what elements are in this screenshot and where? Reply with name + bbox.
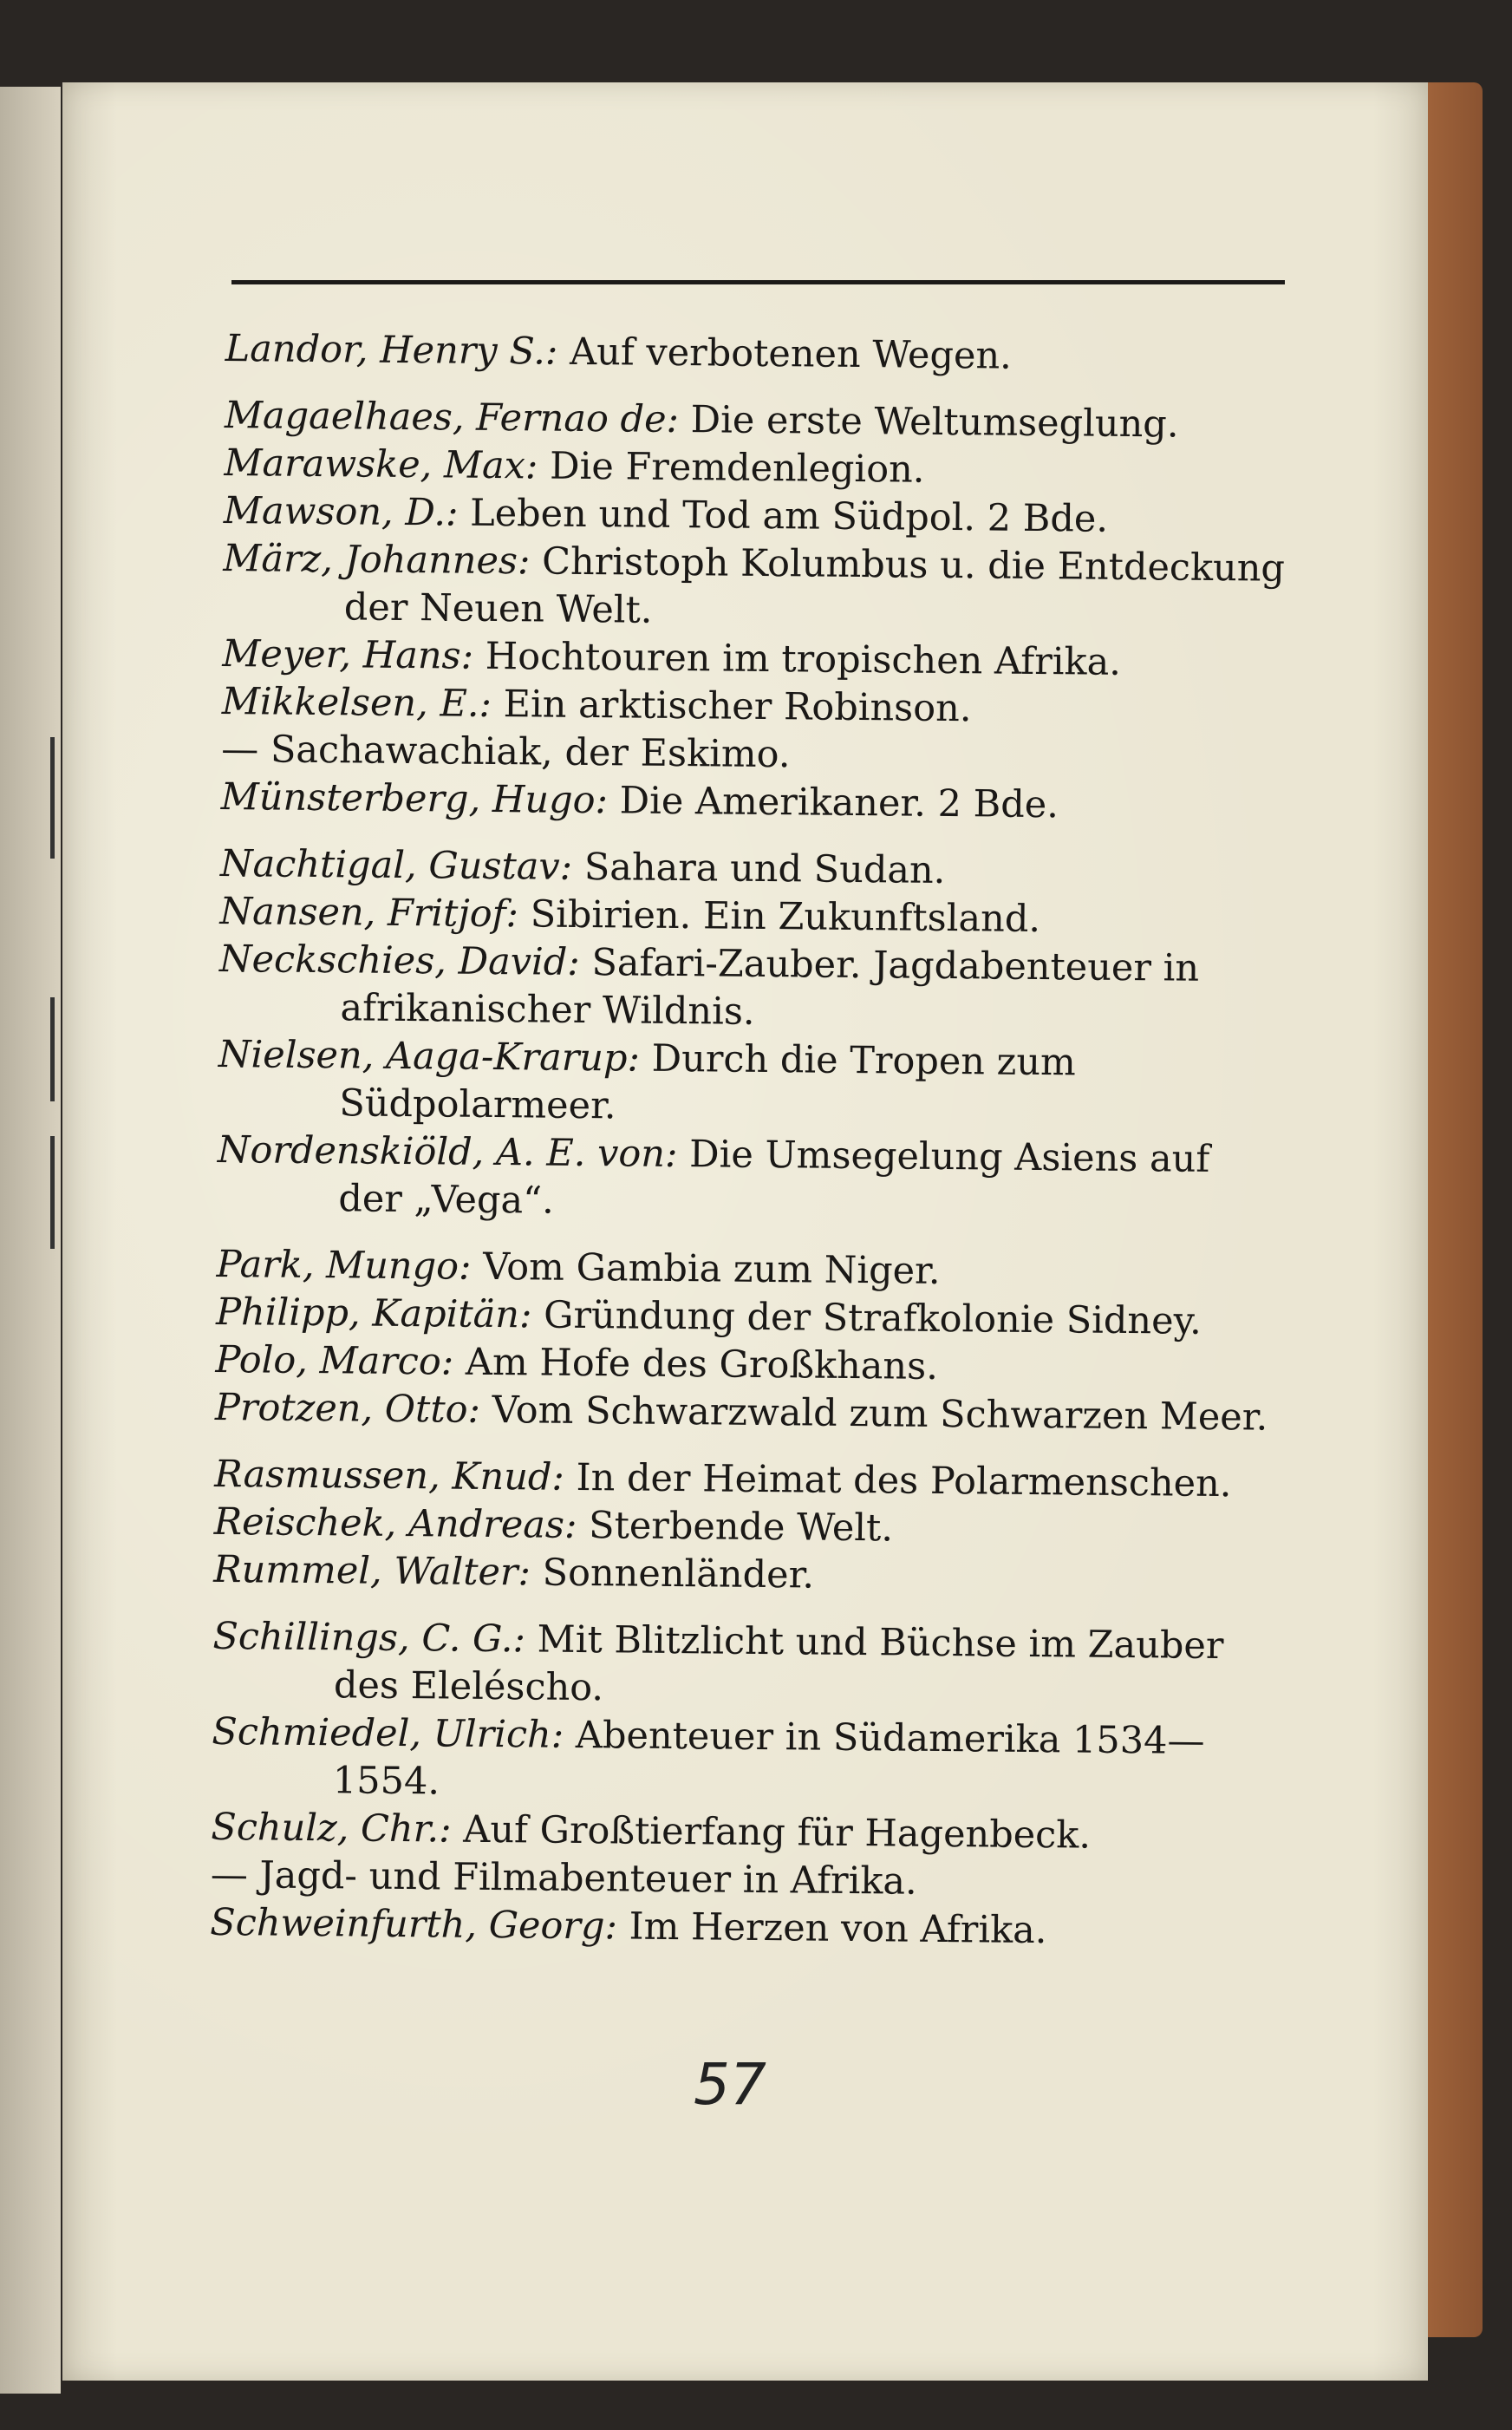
entry-author: Schillings, C. G.: (212, 1614, 526, 1662)
entry-title: Ein arktischer Robinson. (503, 683, 972, 731)
entry-title: Abenteuer in Südamerika 1534—1554. (332, 1713, 1205, 1804)
entry-title: Safari-Zauber. Jagdabenteuer in afrikanischer Wildnis. (340, 941, 1200, 1034)
list-item (223, 535, 1290, 641)
entry-author: Schmiedel, Ulrich: (212, 1709, 564, 1757)
entry-author: Park, Mungo: (216, 1242, 472, 1289)
entry-author: Philipp, Kapitän: (215, 1290, 532, 1337)
entry-author: Rasmussen, Knud: (214, 1452, 565, 1499)
entry-author: Schweinfurth, Georg: (210, 1900, 618, 1949)
entry-dash: — (210, 1852, 249, 1898)
entry-title: Die erste Weltumseglung. (690, 398, 1179, 447)
entry-author: Neckschies, David: (218, 937, 581, 984)
entry-title: Sahara und Sudan. (583, 846, 946, 892)
list-item (213, 1546, 1280, 1604)
book-page (62, 82, 1428, 2381)
entry-author: März, Johannes: (223, 536, 531, 584)
entry-title: Sterbende Welt. (588, 1504, 894, 1551)
entry-title: Hochtouren im tropischen Afrika. (485, 634, 1122, 684)
entry-author: Meyer, Hans: (222, 631, 474, 678)
list-item (225, 325, 1291, 383)
list-item (221, 774, 1287, 832)
entry-title: Auf verbotenen Wegen. (569, 330, 1013, 378)
entry-title: Christoph Kolumbus u. die Entdeckung der Neuen Welt. (343, 539, 1286, 632)
entry-author: Schulz, Chr.: (211, 1805, 452, 1852)
header-rule (231, 280, 1285, 284)
entry-title: Jagd- und Filmabenteuer in Afrika. (259, 1853, 917, 1904)
entry-title: Vom Schwarzwald zum Schwarzen Meer. (492, 1388, 1268, 1440)
entry-title: Vom Gambia zum Niger. (482, 1244, 941, 1293)
entry-author: Nansen, Fritjof: (219, 889, 519, 937)
entry-author: Magaelhaes, Fernao de: (224, 393, 680, 442)
entry-title: Die Fremdenlegion. (549, 444, 925, 492)
list-item (212, 1708, 1279, 1814)
entry-author: Protzen, Otto: (214, 1385, 481, 1432)
entry-title: Im Herzen von Afrika. (629, 1904, 1047, 1953)
list-item (212, 1613, 1280, 1719)
entry-author: Mawson, D.: (223, 488, 459, 535)
list-item (217, 1127, 1284, 1232)
list-item (210, 1899, 1276, 1957)
entry-author: Polo, Marco: (215, 1337, 454, 1384)
entry-author: Rummel, Walter: (212, 1547, 531, 1595)
entry-author: Nordenskiöld, A. E. von: (217, 1127, 678, 1177)
entry-author: Marawske, Max: (224, 441, 538, 488)
bibliography-list (210, 325, 1292, 1957)
entry-title: Sachawachiak, der Eskimo. (270, 728, 791, 777)
entry-author: Reischek, Andreas: (213, 1499, 577, 1547)
list-item (215, 1384, 1281, 1442)
entry-author: Nachtigal, Gustav: (219, 841, 573, 889)
entry-title: Gründung der Strafkolonie Sidney. (543, 1293, 1202, 1343)
entry-author: Nielsen, Aaga-Krarup: (218, 1032, 641, 1081)
entry-title: Auf Großtierfang für Hagenbeck. (463, 1807, 1092, 1858)
entry-title: Mit Blitzlicht und Büchse im Zauber des Eleléscho. (333, 1617, 1224, 1710)
page-number: 57 (694, 2051, 766, 2118)
entry-title: Die Umsegelung Asiens auf der „Vega“. (338, 1133, 1210, 1223)
entry-title: In der Heimat des Polarmenschen. (576, 1455, 1232, 1506)
entry-title: Leben und Tod am Südpol. 2 Bde. (469, 491, 1109, 541)
entry-title: Am Hofe des Großkhans. (465, 1340, 939, 1388)
entry-title: Sonnenländer. (542, 1551, 815, 1597)
entry-author: Mikkelsen, E.: (221, 679, 492, 726)
entry-title: Die Amerikaner. 2 Bde. (619, 779, 1059, 827)
entry-title: Sibirien. Ein Zukunftsland. (530, 892, 1041, 942)
entry-title: Durch die Tropen zum Südpolarmeer. (339, 1036, 1077, 1128)
entry-author: Münsterberg, Hugo: (220, 774, 609, 823)
facing-page-marks (50, 737, 55, 1734)
list-item (218, 936, 1286, 1042)
list-item (218, 1031, 1285, 1137)
entry-author: Landor, Henry S.: (225, 326, 558, 374)
entry-dash: — (221, 727, 259, 772)
